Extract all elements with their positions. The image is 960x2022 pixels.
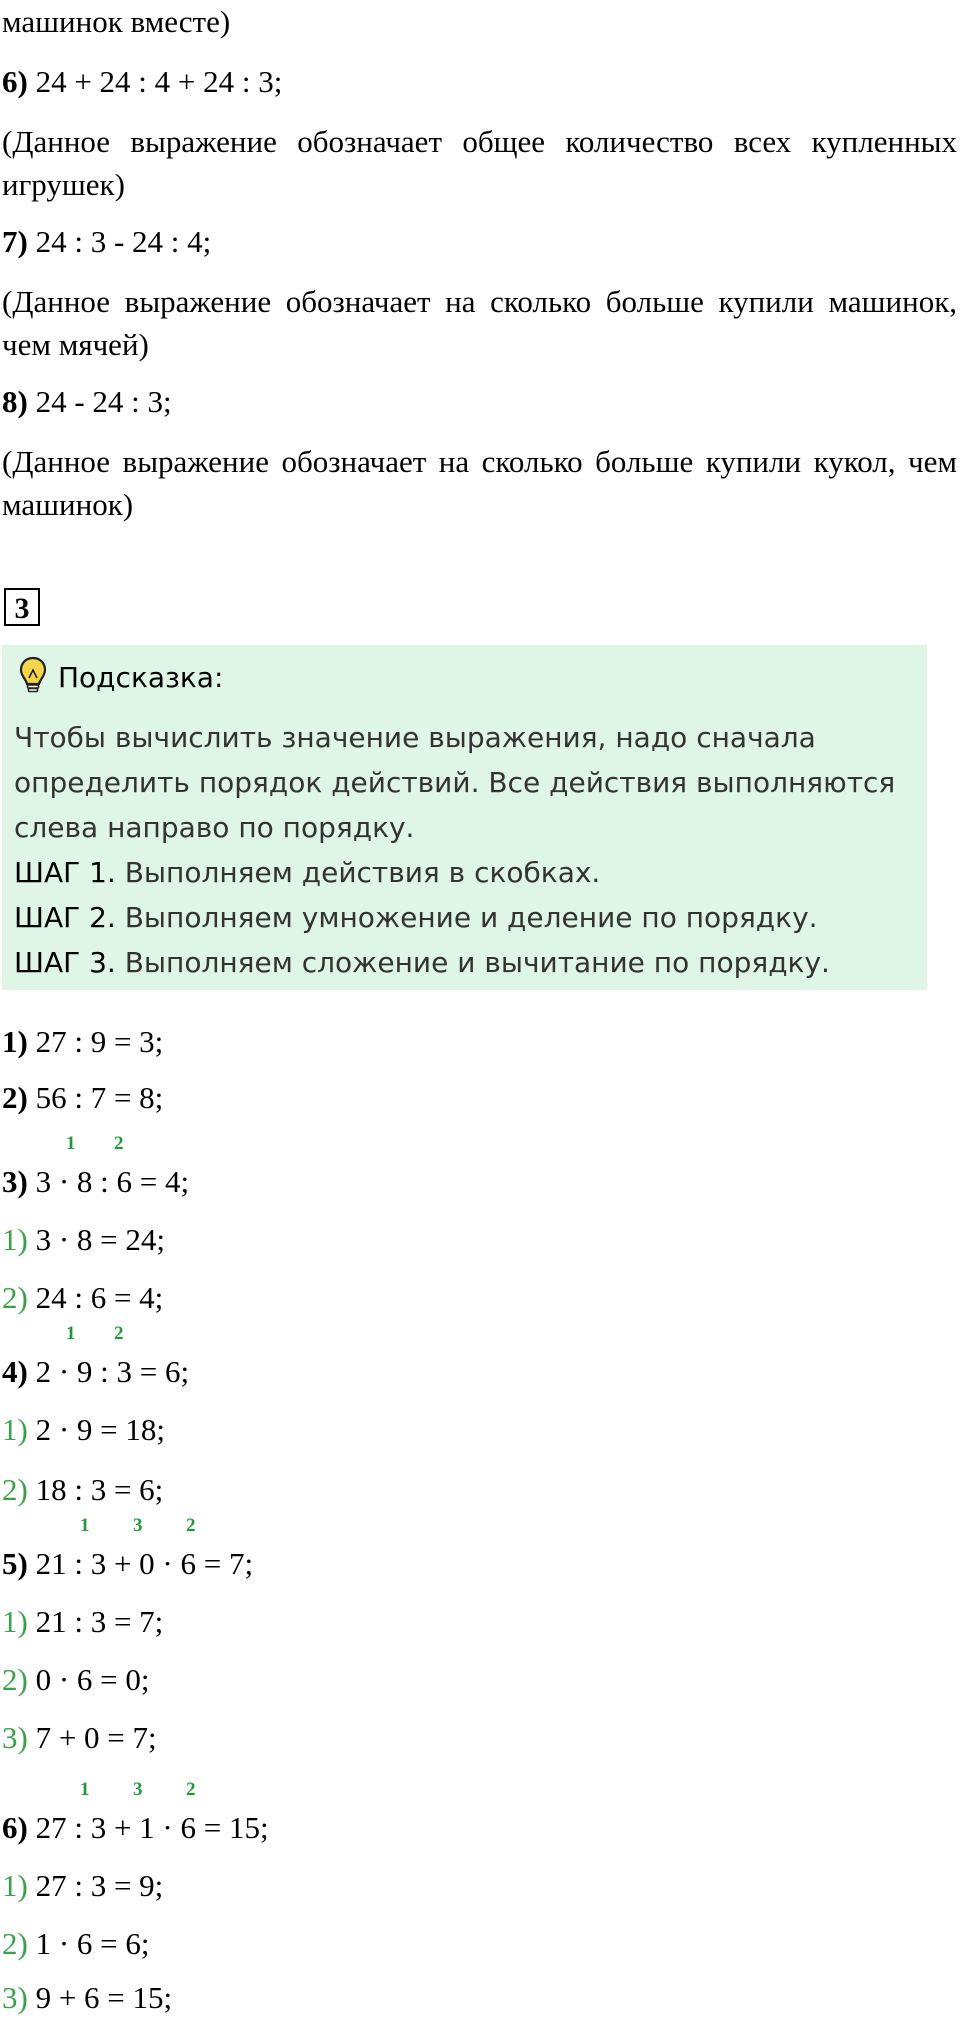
step-text: 9 + 6 = 15; — [27, 1980, 173, 2015]
solution-2 — [2, 1078, 163, 1118]
expression-text: 21 : 3 + 0 · 6 = 7; — [27, 1546, 254, 1581]
item-number: 7) — [2, 224, 28, 259]
item-number: 8) — [2, 384, 28, 419]
hint-title: Подсказка: — [58, 660, 224, 694]
order-mark: 1 — [66, 1133, 76, 1154]
solution-3 — [2, 1162, 189, 1202]
step-number: 2) — [2, 1472, 28, 1507]
step-text: 7 + 0 = 7; — [27, 1720, 157, 1755]
hint-header — [18, 657, 223, 697]
step-label: ШАГ 1. — [14, 856, 116, 889]
solution-4 — [2, 1352, 189, 1392]
hint-body — [14, 715, 914, 985]
expression-text: 3 · 8 : 6 = 4; — [27, 1164, 190, 1199]
item-number: 3) — [2, 1164, 28, 1199]
expression-7 — [2, 222, 211, 262]
step-line — [2, 1220, 165, 1260]
step-text: Выполняем умножение и деление по порядку. — [115, 901, 818, 934]
step-text: 0 · 6 = 0; — [27, 1662, 150, 1697]
hint-intro: Чтобы вычислить значение выражения, надо сначала определить порядок действий. Все действия выполняются слева направо по порядку. — [14, 721, 896, 844]
step-text: 1 · 6 = 6; — [27, 1926, 150, 1961]
hint-step-1 — [14, 850, 914, 895]
step-number: 3) — [2, 1720, 28, 1755]
order-mark: 2 — [114, 1133, 124, 1154]
step-number: 1) — [2, 1868, 28, 1903]
expression-8 — [2, 382, 172, 422]
step-number: 1) — [2, 1604, 28, 1639]
item-number: 6) — [2, 64, 28, 99]
step-number: 1) — [2, 1222, 28, 1257]
step-text: 24 : 6 = 4; — [27, 1280, 164, 1315]
step-text: Выполняем сложение и вычитание по порядку. — [115, 946, 830, 979]
item-number: 6) — [2, 1810, 28, 1845]
solution-1 — [2, 1022, 163, 1062]
step-line — [2, 1718, 157, 1758]
step-number: 2) — [2, 1280, 28, 1315]
step-line — [2, 1470, 163, 1510]
task-number: 3 — [4, 588, 40, 626]
step-label: ШАГ 3. — [14, 946, 116, 979]
order-mark: 2 — [186, 1515, 196, 1536]
step-line — [2, 1278, 163, 1318]
order-mark: 1 — [80, 1515, 90, 1536]
note-7: (Данное выражение обозначает на сколько больше купили машинок, чем мячей) — [2, 284, 957, 362]
solution-5 — [2, 1544, 253, 1584]
expression-text: 56 : 7 = 8; — [27, 1080, 164, 1115]
item-number: 4) — [2, 1354, 28, 1389]
step-text: 2 · 9 = 18; — [27, 1412, 165, 1447]
solution-6 — [2, 1808, 269, 1848]
step-number: 2) — [2, 1926, 28, 1961]
step-line — [2, 1866, 163, 1906]
expression-text: 24 : 3 - 24 : 4; — [27, 224, 212, 259]
step-number: 2) — [2, 1662, 28, 1697]
step-line — [2, 1602, 163, 1642]
step-line — [2, 1924, 150, 1964]
step-number: 3) — [2, 1980, 28, 2015]
expression-text: 24 + 24 : 4 + 24 : 3; — [27, 64, 283, 99]
expression-6 — [2, 62, 282, 102]
order-mark: 3 — [133, 1515, 143, 1536]
expression-text: 24 - 24 : 3; — [27, 384, 172, 419]
expression-text: 2 · 9 : 3 = 6; — [27, 1354, 190, 1389]
step-label: ШАГ 2. — [14, 901, 116, 934]
step-text: 18 : 3 = 6; — [27, 1472, 164, 1507]
order-mark: 1 — [66, 1323, 76, 1344]
item-number: 2) — [2, 1080, 28, 1115]
expression-text: 27 : 9 = 3; — [27, 1024, 164, 1059]
text-line: машинок вместе) — [2, 4, 231, 39]
item-number: 1) — [2, 1024, 28, 1059]
step-number: 1) — [2, 1412, 28, 1447]
order-mark: 2 — [114, 1323, 124, 1344]
order-mark: 3 — [133, 1779, 143, 1800]
step-text: 21 : 3 = 7; — [27, 1604, 164, 1639]
order-mark: 1 — [80, 1779, 90, 1800]
step-line — [2, 1660, 150, 1700]
hint-step-3 — [14, 940, 914, 985]
hint-step-2 — [14, 895, 914, 940]
note-8: (Данное выражение обозначает на сколько больше купили кукол, чем машинок) — [2, 444, 957, 522]
step-text: 3 · 8 = 24; — [27, 1222, 165, 1257]
order-mark: 2 — [186, 1779, 196, 1800]
step-line — [2, 1410, 165, 1450]
step-text: Выполняем действия в скобках. — [115, 856, 601, 889]
expression-text: 27 : 3 + 1 · 6 = 15; — [27, 1810, 269, 1845]
lightbulb-icon — [18, 655, 48, 699]
hint-box — [2, 645, 927, 990]
item-number: 5) — [2, 1546, 28, 1581]
step-text: 27 : 3 = 9; — [27, 1868, 164, 1903]
step-line — [2, 1978, 172, 2018]
note-6: (Данное выражение обозначает общее количество всех купленных игрушек) — [2, 124, 957, 202]
